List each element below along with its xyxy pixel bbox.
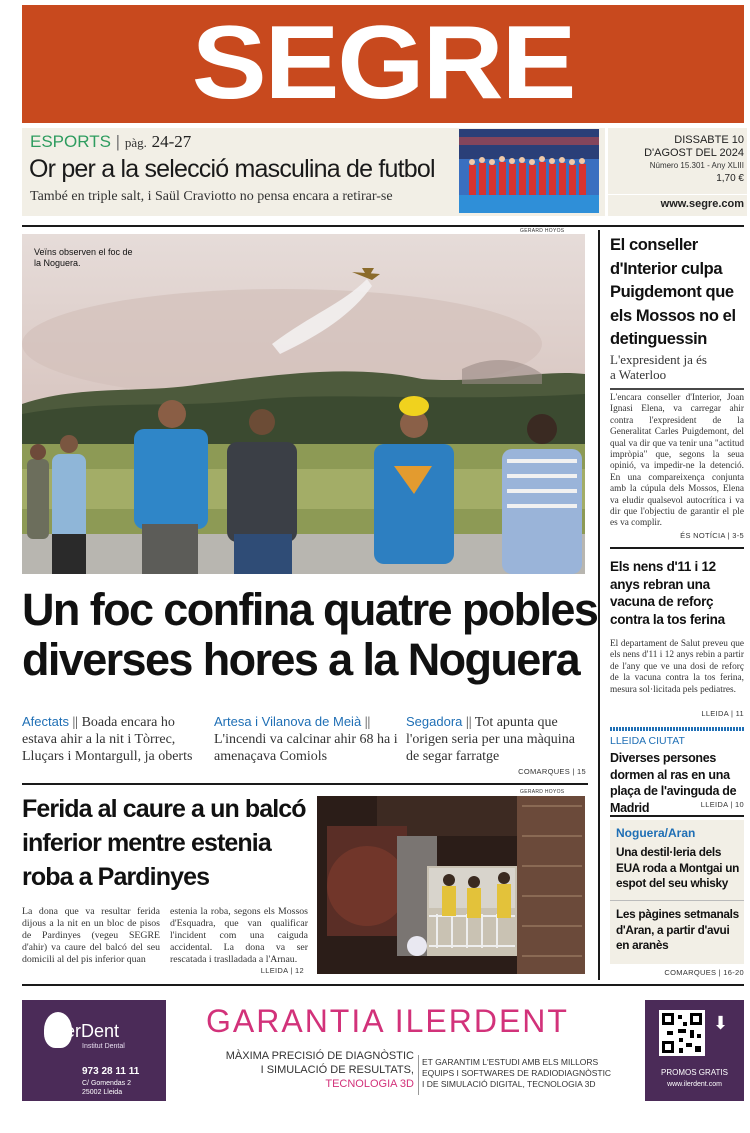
column-2-text: || L'incendi va calcinar ahir 68 ha i amenaçava Comiols: [214, 715, 398, 764]
noguera-aran-box: [610, 820, 744, 964]
box-ref[interactable]: COMARQUES | 16-20: [664, 968, 744, 977]
ad-right-line-2: EQUIPS I SOFTWARES DE RADIODIAGNÒSTIC: [422, 1068, 612, 1078]
ad-promo-1: PROMOS GRATIS: [661, 1068, 728, 1077]
ad-phone[interactable]: 973 28 11 11: [82, 1066, 140, 1077]
main-story-rule: [22, 783, 588, 785]
second-story-ref[interactable]: LLEIDA | 12: [260, 966, 304, 975]
teaser-kicker: ESPORTS | pàg. 24-27: [30, 132, 192, 151]
main-headline-line1: Un foc confina quatre pobles: [22, 584, 598, 635]
ad-right-copy: [422, 1057, 642, 1090]
ad-right-line-1: ET GARANTIM L'ESTUDI AMB ELS MILLORS: [422, 1057, 599, 1067]
sidebar-blue-rule: [610, 727, 744, 731]
column-1-lead: Afectats: [22, 714, 69, 729]
sidebar-story2-ref[interactable]: LLEIDA | 11: [701, 709, 744, 718]
bottom-rule: [22, 984, 744, 986]
sidebar-story1-body: L'encara conseller d'Interior, Joan Ignasi Elena, va carregar ahir contra l'expresident de la Generalitat Carles Puigdemont, del qual va dir que va tenir una "actitud impròpia" que, segons la seua opinió, va impedir-ne la detenció. En una compareixença conjunta amb la cúpula dels Mossos, Elena va eludir qualsevol autocrítica i va dir que l'objectiu de garantir el ple es va complir.: [610, 393, 744, 529]
football-team-photo: [459, 129, 599, 213]
second-col-1: La dona que va resultar ferida dijous a la nit en un bloc de pisos de Pardinyes (vegeu SEGRE d'ahir) va caure del balcó del seu domicili al del pis inferior quan: [22, 906, 160, 965]
teaser-section: ESPORTS: [30, 132, 111, 151]
second-headline: Ferida al caure a un balcó inferior mentre estenia roba a Pardinyes: [22, 795, 306, 891]
rescue-photo: [317, 796, 585, 974]
ad-right-line-3: I DE SIMULACIÓ DIGITAL, TECNOLOGIA 3D: [422, 1079, 596, 1089]
main-headline: [22, 584, 598, 685]
masthead: [22, 5, 744, 123]
sidebar-story3-ref[interactable]: LLEIDA | 10: [700, 800, 744, 809]
ad-address-2: 25002 Lleida: [82, 1089, 123, 1096]
website-link[interactable]: www.segre.com: [660, 198, 744, 210]
ad-left-line-2: I SIMULACIÓ DE RESULTATS,: [260, 1064, 414, 1076]
main-column-1: [22, 713, 208, 765]
dateline-date: D'AGOST DEL 2024: [644, 147, 744, 159]
teaser-headline: Or per a la selecció masculina de futbol: [29, 155, 435, 183]
ad-left-copy: [182, 1049, 414, 1091]
sidebar-story2-headline: Els nens d'11 i 12 anys rebran una vacuna de reforç contra la tos ferina: [610, 559, 725, 627]
ad-address-1: C/ Gomendas 2: [82, 1080, 132, 1087]
sidebar-story1-rule: [610, 388, 744, 390]
teaser-photo: [459, 129, 599, 213]
photo-credit-2: GERARD HOYOS: [520, 789, 565, 795]
ad-left-line-3: TECNOLOGIA 3D: [325, 1078, 414, 1090]
sidebar-rule: [598, 230, 600, 980]
ad-promo-2[interactable]: www.ilerdent.com: [667, 1081, 722, 1088]
ad-title: GARANTIA ILERDENT: [206, 1003, 569, 1039]
sidebar-rule-3: [610, 815, 744, 817]
ad-brand: ILerDent: [50, 1021, 120, 1041]
sidebar-story3-headline: Diverses persones dormen al ras en una plaça de l'avinguda de Madrid: [610, 751, 737, 815]
sidebar-story3-kicker: LLEIDA CIUTAT: [610, 735, 685, 747]
ad-brand-sub: Institut Dental: [82, 1043, 125, 1050]
qr-code-icon[interactable]: [659, 1010, 705, 1056]
dateline-day: DISSABTE 10: [674, 134, 744, 146]
box-kicker: Noguera/Aran: [616, 826, 696, 840]
ad-left-panel: [22, 1000, 166, 1101]
main-column-3: [406, 713, 586, 765]
sidebar-story1-deck: L'expresident ja és a Waterloo: [610, 352, 707, 382]
download-icon: ⬇: [713, 1013, 729, 1033]
balcony-photo: [317, 796, 585, 974]
dateline-price: 1,70 €: [716, 173, 744, 184]
masthead-logo: SEGRE: [191, 5, 575, 121]
photo-caption: Veïns observen el foc de la Noguera.: [34, 247, 133, 268]
column-3-text: || Tot apunta que l'origen seria per una màquina de segar farratge: [406, 715, 575, 764]
ad-left-line-1: MÀXIMA PRECISIÓ DE DIAGNÒSTIC: [225, 1050, 414, 1062]
box-divider: [610, 900, 744, 901]
column-2-lead: Artesa i Vilanova de Meià: [214, 714, 362, 729]
main-story-ref[interactable]: COMARQUES | 15: [518, 767, 586, 776]
dateline-divider: [608, 194, 747, 195]
dateline-issue: Número 15.301 - Any XLIII: [649, 161, 744, 170]
photo-credit-1: GERARD HOYOS: [520, 228, 565, 234]
box-item-1: Una destil·leria dels EUA roda a Montgai un espot del seu whisky: [616, 845, 740, 890]
teaser-pages: 24-27: [151, 132, 192, 151]
dateline-box: [605, 128, 747, 216]
second-col-2: estenia la roba, segons els Mossos d'Esquadra, que van qualificar l'incident com una caiguda accidental. La dona va ser rescatada i traslladada a l'Arnau.: [170, 906, 308, 965]
main-headline-line2: diverses hores a la Noguera: [22, 634, 580, 685]
ad-right-panel: [645, 1000, 744, 1101]
sidebar-story1-ref[interactable]: ÉS NOTÍCIA | 3-5: [680, 531, 744, 540]
sidebar-rule-2: [610, 547, 744, 549]
wildfire-photo: [22, 234, 585, 574]
main-column-2: [214, 713, 398, 765]
box-item-2: Les pàgines setmanals d'Aran, a partir d'avui en aranès: [616, 907, 739, 952]
top-rule: [22, 225, 744, 227]
column-3-lead: Segadora: [406, 714, 463, 729]
teaser-page-prefix: pàg.: [124, 135, 147, 150]
ilerdent-ad[interactable]: [22, 997, 744, 1101]
ad-divider: [418, 1055, 419, 1095]
fire-photo: [22, 234, 585, 574]
teaser-subhead: També en triple salt, i Saül Craviotto no pensa encara a retirar-se: [30, 189, 393, 204]
column-1-text: || Boada encara ho estava ahir a la nit i Tòrrec, Lluçars i Montargull, ja oberts: [22, 715, 193, 764]
sidebar-story2-body: El departament de Salut preveu que els nens d'11 i 12 anys rebin a partir de l'any que ve una dosi de reforç de la vacuna contra la tos ferina, mesura sol·licitada pels pediatres.: [610, 639, 744, 695]
sidebar-story1-headline: El conseller d'Interior culpa Puigdemont que els Mossos no el detinguessin: [610, 236, 736, 348]
